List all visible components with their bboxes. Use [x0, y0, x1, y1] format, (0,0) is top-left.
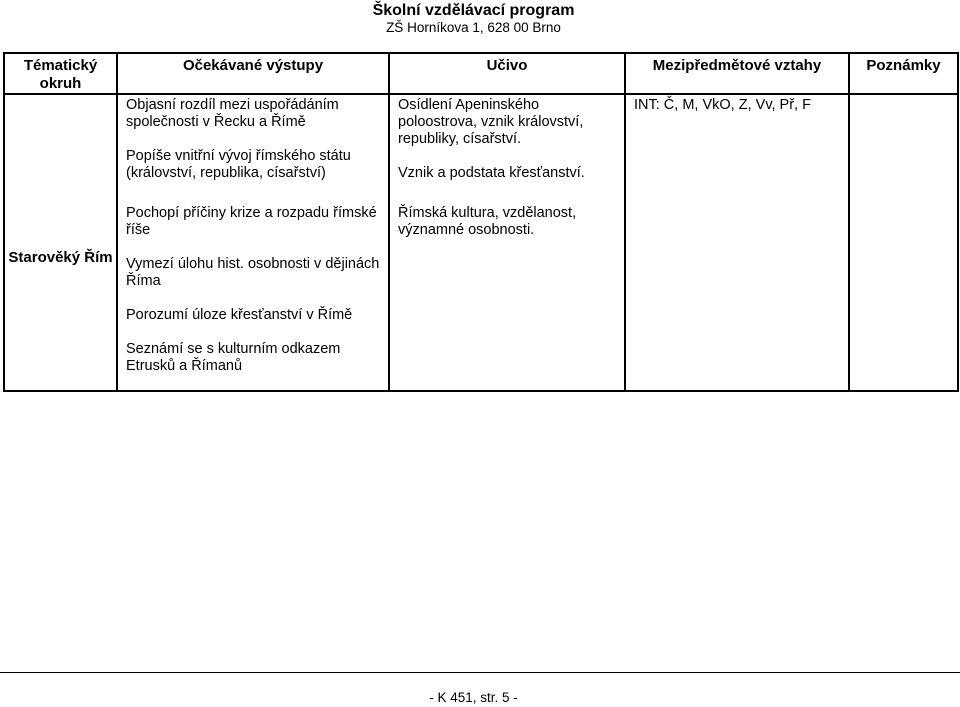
document-subtitle: ZŠ Horníkova 1, 628 00 Brno — [386, 20, 561, 35]
outcome-item: Popíše vnitřní vývoj římského státu (království, republika, císařství) — [126, 148, 351, 181]
column-header-content: Učivo — [389, 53, 625, 94]
curriculum-table — [3, 52, 959, 392]
content-item: Vznik a podstata křesťanství. — [398, 165, 585, 181]
topic-label: Starověký Řím — [8, 248, 113, 266]
table-header-row — [4, 53, 958, 94]
document-title: Školní vzdělávací program — [372, 2, 575, 19]
page-number: - K 451, str. 5 - — [429, 690, 518, 705]
relations-cell — [625, 94, 849, 391]
table-row — [4, 94, 958, 391]
relations-text: INT: Č, M, VkO, Z, Vv, Př, F — [634, 97, 811, 113]
outcome-item: Vymezí úlohu hist. osobnosti v dějinách Říma — [126, 256, 380, 289]
content-cell — [389, 94, 625, 391]
notes-cell — [849, 94, 958, 391]
column-header-notes: Poznámky — [849, 53, 958, 94]
column-header-relations: Mezipředmětové vztahy — [625, 53, 849, 94]
content-item: Římská kultura, vzdělanost, významné osobnosti. — [398, 205, 577, 238]
outcome-item: Seznámí se s kulturním odkazem Etrusků a Římanů — [126, 341, 341, 374]
outcome-item: Pochopí příčiny krize a rozpadu římské říše — [126, 205, 377, 238]
outcome-item: Objasní rozdíl mezi uspořádáním společnosti v Řecku a Římě — [126, 97, 339, 130]
column-header-outcomes: Očekávané výstupy — [117, 53, 389, 94]
outcome-item: Porozumí úloze křesťanství v Římě — [126, 307, 353, 323]
topic-cell — [4, 94, 117, 391]
footer-divider — [0, 672, 960, 673]
column-header-topic: Tématický okruh — [4, 53, 117, 94]
content-item: Osídlení Apeninského poloostrova, vznik království, republiky, císařství. — [398, 97, 584, 147]
outcomes-cell — [117, 94, 389, 391]
